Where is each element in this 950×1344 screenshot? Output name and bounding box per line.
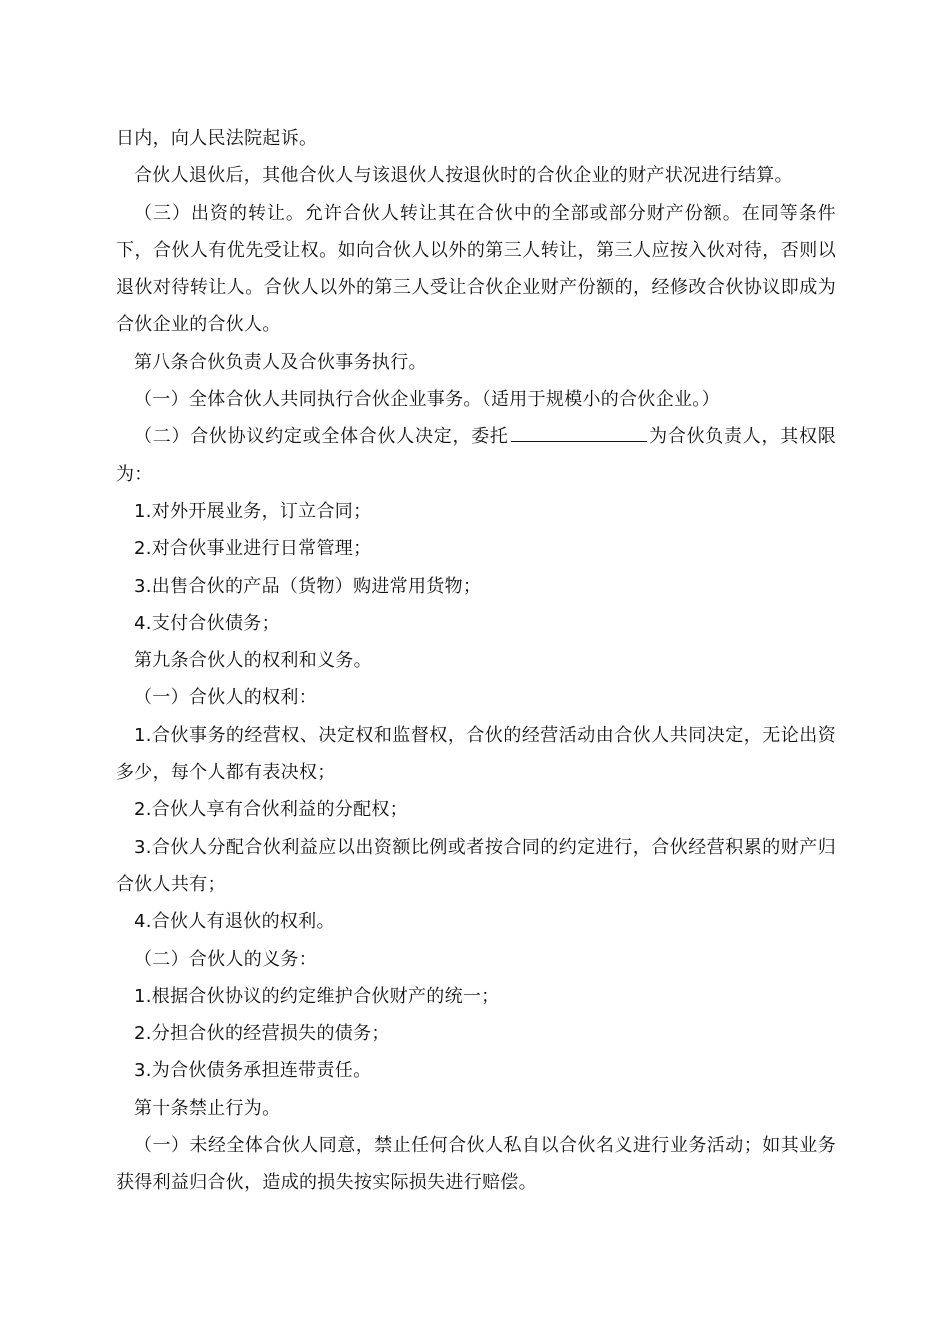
list-item-rights-3: 3.合伙人分配合伙利益应以出资额比例或者按合同的约定进行，合伙经营积累的财产归合伙人共有； <box>116 836 836 895</box>
list-item-duties-1: 1.根据合伙协议的约定维护合伙财产的统一； <box>134 985 500 1007</box>
fill-in-blank-line <box>511 425 647 442</box>
list-item-authority-3: 3.出售合伙的产品（货物）购进常用货物； <box>134 575 482 597</box>
list-item-duties-2: 2.分担合伙的经营损失的债务； <box>134 1023 390 1045</box>
list-item-rights-4: 4.合伙人有退伙的权利。 <box>134 911 335 933</box>
list-item-rights-2: 2.合伙人享有合伙利益的分配权； <box>134 799 408 821</box>
paragraph-delegated-manager <box>116 418 836 493</box>
list-item-duties-3: 3.为合伙债务承担连带责任。 <box>134 1060 372 1082</box>
delegated-manager-text-before: （二）合伙协议约定或全体合伙人决定，委托 <box>134 426 509 448</box>
list-item-authority-2: 2.对合伙事业进行日常管理； <box>134 538 372 560</box>
list-item-authority-4: 4.支付合伙债务； <box>134 612 280 634</box>
paragraph-joint-execution: （一）全体合伙人共同执行合伙企业事务。（适用于规模小的合伙企业。） <box>134 389 720 411</box>
heading-article-8: 第八条合伙负责人及合伙事务执行。 <box>134 351 427 373</box>
subheading-partner-rights: （一）合伙人的权利： <box>134 687 317 709</box>
document-body <box>116 120 836 1202</box>
subheading-partner-duties: （二）合伙人的义务： <box>134 948 317 970</box>
heading-article-9: 第九条合伙人的权利和义务。 <box>134 650 372 672</box>
delegated-manager-text-after: 为合伙负责人，其权限为： <box>116 426 837 485</box>
heading-article-10: 第十条禁止行为。 <box>134 1097 281 1119</box>
paragraph-lawsuit-deadline: 日内，向人民法院起诉。 <box>116 128 318 149</box>
list-item-rights-1: 1.合伙事务的经营权、决定权和监督权，合伙的经营活动由合伙人共同决定，无论出资多少，每个人都有表决权； <box>116 724 836 784</box>
paragraph-capital-transfer: （三）出资的转让。允许合伙人转让其在合伙中的全部或部分财产份额。在同等条件下，合伙人有优先受让权。如向合伙人以外的第三人转让，第三人应按入伙对待，否则以退伙对待转让人。合伙人以外的第三人受让合伙企业财产份额的，经修改合伙协议即成为合伙企业的合伙人。 <box>116 202 836 336</box>
paragraph-withdrawal-settlement: 合伙人退伙后，其他合伙人与该退伙人按退伙时的合伙企业的财产状况进行结算。 <box>134 165 793 187</box>
list-item-authority-1: 1.对外开展业务，订立合同； <box>134 500 372 522</box>
paragraph-prohibited-acts-1: （一）未经全体合伙人同意，禁止任何合伙人私自以合伙名义进行业务活动；如其业务获得利益归合伙，造成的损失按实际损失进行赔偿。 <box>116 1135 836 1194</box>
